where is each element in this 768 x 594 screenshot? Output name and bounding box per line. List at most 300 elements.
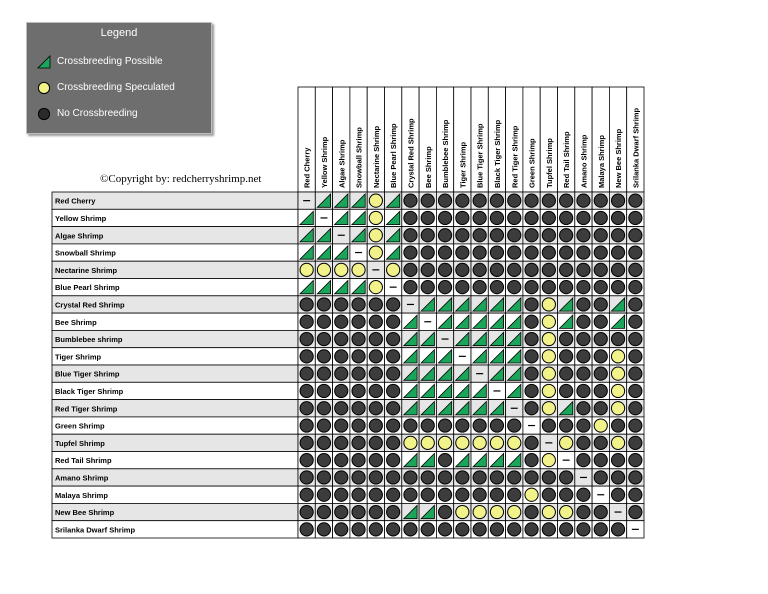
no-crossbreeding-mark [560, 281, 573, 294]
no-crossbreeding-mark [508, 488, 521, 501]
row-header-label: Blue Pearl Shrimp [55, 283, 120, 293]
no-crossbreeding-mark [438, 505, 451, 518]
no-crossbreeding-mark [629, 505, 642, 518]
no-crossbreeding-mark [335, 298, 348, 311]
column-header-label: Red Cherry [302, 147, 312, 188]
no-crossbreeding-mark [335, 454, 348, 467]
no-crossbreeding-mark [317, 332, 330, 345]
no-crossbreeding-mark [300, 471, 313, 484]
no-crossbreeding-mark [404, 471, 417, 484]
speculated-mark [508, 505, 521, 518]
no-crossbreeding-mark [369, 505, 382, 518]
no-crossbreeding-mark [629, 315, 642, 328]
no-crossbreeding-mark [594, 332, 607, 345]
no-crossbreeding-mark [611, 454, 624, 467]
no-crossbreeding-mark [611, 281, 624, 294]
no-crossbreeding-mark [525, 211, 538, 224]
speculated-mark [508, 436, 521, 449]
no-crossbreeding-mark [594, 194, 607, 207]
no-crossbreeding-mark [421, 523, 434, 536]
no-crossbreeding-mark [317, 350, 330, 363]
no-crossbreeding-mark [525, 281, 538, 294]
no-crossbreeding-mark [577, 454, 590, 467]
no-crossbreeding-mark [611, 523, 624, 536]
no-crossbreeding-mark [577, 246, 590, 259]
no-crossbreeding-mark [387, 419, 400, 432]
no-crossbreeding-mark [387, 367, 400, 380]
no-crossbreeding-mark [352, 350, 365, 363]
no-crossbreeding-mark [577, 419, 590, 432]
no-crossbreeding-mark [421, 229, 434, 242]
column-header-label: Malaya Shrimp [596, 135, 606, 188]
no-crossbreeding-mark [577, 298, 590, 311]
no-crossbreeding-mark [335, 505, 348, 518]
no-crossbreeding-mark [317, 402, 330, 415]
column-header-label: Blue Pearl Shrimp [389, 123, 399, 188]
no-crossbreeding-mark [300, 505, 313, 518]
column-header-label: Snowball Shrimp [354, 127, 364, 188]
no-crossbreeding-mark [577, 211, 590, 224]
no-crossbreeding-mark [335, 367, 348, 380]
no-crossbreeding-mark [560, 419, 573, 432]
no-crossbreeding-mark [300, 384, 313, 397]
no-crossbreeding-mark [387, 315, 400, 328]
column-header-label: Crystal Red Shrimp [406, 118, 416, 188]
speculated-mark [611, 384, 624, 397]
no-crossbreeding-mark [300, 488, 313, 501]
column-header-label: Nectarine Shrimp [371, 125, 381, 188]
no-crossbreeding-mark [525, 402, 538, 415]
no-crossbreeding-mark [611, 229, 624, 242]
no-crossbreeding-mark [387, 523, 400, 536]
no-crossbreeding-mark [473, 263, 486, 276]
no-crossbreeding-mark [490, 523, 503, 536]
no-crossbreeding-mark [317, 471, 330, 484]
no-crossbreeding-mark [490, 229, 503, 242]
speculated-mark [352, 263, 365, 276]
column-header-label: Tiger Shrimp [458, 141, 468, 188]
no-crossbreeding-mark [560, 350, 573, 363]
legend-label-possible: Crossbreeding Possible [57, 56, 163, 67]
speculated-mark [335, 263, 348, 276]
no-crossbreeding-mark [611, 471, 624, 484]
no-crossbreeding-mark [525, 229, 538, 242]
no-crossbreeding-mark [525, 471, 538, 484]
column-header-label: Red Tiger Shrimp [510, 125, 520, 188]
no-crossbreeding-mark [421, 281, 434, 294]
speculated-mark [421, 436, 434, 449]
no-crossbreeding-mark [473, 246, 486, 259]
row-header-label: Tupfel Shrimp [55, 438, 105, 448]
no-crossbreeding-mark [542, 211, 555, 224]
no-crossbreeding-mark [594, 523, 607, 536]
no-crossbreeding-mark [490, 488, 503, 501]
no-crossbreeding-mark [611, 263, 624, 276]
speculated-mark [317, 263, 330, 276]
no-crossbreeding-mark [438, 488, 451, 501]
no-crossbreeding-mark [300, 523, 313, 536]
no-crossbreeding-mark [456, 488, 469, 501]
row-header-label: Srilanka Dwarf Shrimp [55, 525, 136, 535]
speculated-mark [594, 419, 607, 432]
no-crossbreeding-mark [300, 419, 313, 432]
no-crossbreeding-mark [525, 505, 538, 518]
legend-label-none: No Crossbreeding [57, 108, 138, 119]
no-crossbreeding-mark [404, 194, 417, 207]
no-crossbreeding-mark [594, 315, 607, 328]
column-header-label: Blue Tiger Shrimp [475, 123, 485, 188]
no-crossbreeding-mark [369, 419, 382, 432]
row-header-label: New Bee Shrimp [55, 508, 115, 518]
speculated-mark [456, 436, 469, 449]
no-crossbreeding-mark [352, 454, 365, 467]
no-crossbreeding-mark [490, 194, 503, 207]
no-crossbreeding-mark [577, 350, 590, 363]
no-crossbreeding-mark [438, 523, 451, 536]
no-crossbreeding-mark [542, 523, 555, 536]
no-crossbreeding-mark [490, 471, 503, 484]
no-crossbreeding-mark [352, 523, 365, 536]
no-crossbreeding-mark [438, 211, 451, 224]
no-crossbreeding-mark [317, 436, 330, 449]
no-crossbreeding-mark [300, 350, 313, 363]
column-header-label: Tupfel Shrimp [544, 138, 554, 188]
row-header-label: Red Tail Shrimp [55, 456, 112, 466]
no-crossbreeding-mark [335, 350, 348, 363]
no-crossbreeding-mark [525, 315, 538, 328]
no-crossbreeding-mark [525, 454, 538, 467]
no-crossbreeding-mark [317, 298, 330, 311]
no-crossbreeding-mark [629, 367, 642, 380]
speculated-mark [542, 402, 555, 415]
no-crossbreeding-mark [525, 523, 538, 536]
no-crossbreeding-mark [560, 229, 573, 242]
no-crossbreeding-mark [404, 211, 417, 224]
no-crossbreeding-mark [317, 454, 330, 467]
no-crossbreeding-mark [490, 246, 503, 259]
no-crossbreeding-mark [629, 471, 642, 484]
no-crossbreeding-mark [560, 367, 573, 380]
no-crossbreeding-mark [629, 332, 642, 345]
row-header-label: Yellow Shrimp [55, 213, 107, 223]
no-crossbreeding-mark [369, 471, 382, 484]
no-crossbreeding-mark [560, 246, 573, 259]
no-crossbreeding-mark [560, 523, 573, 536]
no-crossbreeding-mark [335, 332, 348, 345]
no-crossbreeding-mark [473, 471, 486, 484]
column-header-label: Black Tiger Shrimp [492, 119, 502, 188]
no-crossbreeding-mark [594, 281, 607, 294]
no-crossbreeding-mark [594, 402, 607, 415]
no-crossbreeding-mark [594, 263, 607, 276]
no-crossbreeding-mark [629, 436, 642, 449]
no-crossbreeding-mark [577, 194, 590, 207]
no-crossbreeding-mark [300, 298, 313, 311]
no-crossbreeding-mark [629, 211, 642, 224]
row-header-label: Nectarine Shrimp [55, 265, 118, 275]
no-crossbreeding-mark [456, 194, 469, 207]
no-crossbreeding-mark [577, 436, 590, 449]
no-crossbreeding-mark [300, 315, 313, 328]
no-crossbreeding-mark [629, 194, 642, 207]
no-crossbreeding-mark [387, 471, 400, 484]
no-crossbreeding-mark [335, 488, 348, 501]
no-crossbreeding-mark [508, 419, 521, 432]
no-crossbreeding-mark [508, 194, 521, 207]
row-header-label: Bee Shrimp [55, 317, 97, 327]
no-crossbreeding-mark [317, 523, 330, 536]
no-crossbreeding-mark [300, 454, 313, 467]
no-crossbreeding-mark [490, 281, 503, 294]
no-crossbreeding-mark [335, 471, 348, 484]
no-crossbreeding-mark [438, 246, 451, 259]
no-crossbreeding-mark [508, 263, 521, 276]
no-crossbreeding-mark [629, 229, 642, 242]
no-crossbreeding-mark [300, 402, 313, 415]
speculated-mark [369, 211, 382, 224]
no-crossbreeding-mark [629, 350, 642, 363]
row-header-label: Bumblebee shrimp [55, 335, 123, 345]
speculated-mark [542, 384, 555, 397]
no-crossbreeding-mark [335, 523, 348, 536]
no-crossbreeding-mark [421, 246, 434, 259]
no-crossbreeding-mark [404, 419, 417, 432]
no-crossbreeding-mark [473, 229, 486, 242]
no-crossbreeding-mark [369, 523, 382, 536]
no-crossbreeding-mark [577, 332, 590, 345]
no-crossbreeding-mark [456, 471, 469, 484]
no-crossbreeding-mark [525, 263, 538, 276]
no-crossbreeding-mark [369, 350, 382, 363]
no-crossbreeding-mark [335, 436, 348, 449]
no-crossbreeding-mark [456, 419, 469, 432]
no-crossbreeding-mark [473, 281, 486, 294]
speculated-mark [542, 367, 555, 380]
no-crossbreeding-mark [611, 211, 624, 224]
column-header-label: Bee Shrimp [423, 146, 433, 188]
no-crossbreeding-mark [352, 402, 365, 415]
no-crossbreeding-mark [525, 332, 538, 345]
no-crossbreeding-mark [560, 263, 573, 276]
no-crossbreeding-mark [438, 194, 451, 207]
speculated-mark [542, 454, 555, 467]
speculated-mark [473, 436, 486, 449]
no-crossbreeding-mark [421, 419, 434, 432]
speculated-mark [456, 505, 469, 518]
speculated-mark [542, 505, 555, 518]
no-crossbreeding-mark [456, 246, 469, 259]
row-header-label: Red Tiger Shrimp [55, 404, 118, 414]
no-crossbreeding-mark [335, 315, 348, 328]
no-crossbreeding-mark [352, 436, 365, 449]
row-header-label: Malaya Shrimp [55, 490, 108, 500]
no-crossbreeding-mark [542, 281, 555, 294]
no-crossbreeding-mark [369, 298, 382, 311]
no-crossbreeding-mark [525, 246, 538, 259]
no-crossbreeding-mark [594, 384, 607, 397]
no-crossbreeding-mark [300, 332, 313, 345]
row-header-label: Algae Shrimp [55, 231, 104, 241]
row-header-label: Snowball Shrimp [55, 248, 116, 258]
speculated-mark [490, 505, 503, 518]
row-header-label: Crystal Red Shrimp [55, 300, 125, 310]
no-crossbreeding-mark [421, 488, 434, 501]
speculated-mark [611, 350, 624, 363]
speculated-mark [369, 246, 382, 259]
no-crossbreeding-mark [421, 194, 434, 207]
no-crossbreeding-mark [473, 488, 486, 501]
no-crossbreeding-mark [560, 488, 573, 501]
no-crossbreeding-mark [508, 523, 521, 536]
no-crossbreeding-mark [369, 315, 382, 328]
no-crossbreeding-mark [560, 384, 573, 397]
no-crossbreeding-mark [456, 263, 469, 276]
no-crossbreeding-mark [629, 263, 642, 276]
no-crossbreeding-mark [369, 488, 382, 501]
no-crossbreeding-mark [421, 211, 434, 224]
speculated-mark [542, 350, 555, 363]
no-crossbreeding-mark [542, 246, 555, 259]
no-crossbreeding-mark [369, 384, 382, 397]
no-crossbreeding-mark [508, 246, 521, 259]
no-crossbreeding-mark [542, 194, 555, 207]
no-crossbreeding-mark [387, 402, 400, 415]
no-crossbreeding-mark [387, 350, 400, 363]
no-crossbreeding-mark [629, 281, 642, 294]
row-header-label: Red Cherry [55, 196, 96, 206]
no-crossbreeding-mark [577, 523, 590, 536]
no-crossbreeding-mark [629, 402, 642, 415]
no-crossbreeding-mark [404, 229, 417, 242]
no-crossbreeding-mark [525, 298, 538, 311]
no-crossbreeding-mark [352, 298, 365, 311]
no-crossbreeding-mark [438, 471, 451, 484]
no-crossbreeding-mark [352, 505, 365, 518]
no-crossbreeding-mark [317, 505, 330, 518]
speculated-mark [542, 332, 555, 345]
no-crossbreeding-mark [300, 367, 313, 380]
column-header-label: New Bee Shrimp [614, 128, 624, 188]
no-crossbreeding-mark [629, 246, 642, 259]
no-crossbreeding-mark [352, 367, 365, 380]
no-crossbreeding-mark [387, 436, 400, 449]
row-header-label: Blue Tiger Shrimp [55, 369, 120, 379]
row-header-label: Green Shrimp [55, 421, 105, 431]
no-crossbreeding-mark [525, 367, 538, 380]
no-crossbreeding-mark [594, 246, 607, 259]
row-header-label: Tiger Shrimp [55, 352, 102, 362]
no-crossbreeding-mark [352, 315, 365, 328]
column-header-label: Yellow Shrimp [319, 136, 329, 188]
no-crossbreeding-mark [525, 384, 538, 397]
no-crossbreeding-mark [387, 454, 400, 467]
no-crossbreeding-mark [404, 281, 417, 294]
no-crossbreeding-mark [490, 419, 503, 432]
no-crossbreeding-mark [438, 263, 451, 276]
column-header-label: Amano Shrimp [579, 134, 589, 188]
no-crossbreeding-mark [525, 350, 538, 363]
speculated-mark [369, 229, 382, 242]
no-crossbreeding-mark [369, 436, 382, 449]
no-crossbreeding-mark [335, 419, 348, 432]
no-crossbreeding-mark [490, 263, 503, 276]
no-crossbreeding-mark [594, 454, 607, 467]
no-crossbreeding-mark [577, 505, 590, 518]
no-crossbreeding-mark [473, 419, 486, 432]
no-crossbreeding-mark [369, 332, 382, 345]
copyright-text: ©Copyright by: redcherryshrimp.net [100, 173, 262, 185]
no-crossbreeding-mark [369, 454, 382, 467]
no-crossbreeding-mark [438, 229, 451, 242]
no-crossbreeding-mark [387, 332, 400, 345]
no-crossbreeding-mark [456, 523, 469, 536]
no-crossbreeding-mark [629, 298, 642, 311]
no-crossbreeding-mark [577, 315, 590, 328]
no-crossbreeding-mark [300, 436, 313, 449]
speculated-mark [387, 263, 400, 276]
no-crossbreeding-mark [317, 384, 330, 397]
no-crossbreeding-mark [560, 194, 573, 207]
no-crossbreeding-mark [594, 471, 607, 484]
no-crossbreeding-mark [611, 246, 624, 259]
no-crossbreeding-mark [473, 523, 486, 536]
column-header-label: Srilanka Dwarf Shrimp [631, 107, 641, 188]
no-crossbreeding-mark [577, 229, 590, 242]
column-header-label: Red Tail Shrimp [562, 131, 572, 188]
no-crossbreeding-mark [542, 229, 555, 242]
no-crossbreeding-mark [577, 402, 590, 415]
no-crossbreeding-mark [456, 229, 469, 242]
no-crossbreeding-mark [611, 419, 624, 432]
no-crossbreeding-mark [438, 281, 451, 294]
no-crossbreeding-mark [387, 298, 400, 311]
no-crossbreeding-mark [611, 488, 624, 501]
no-crossbreeding-mark [387, 488, 400, 501]
no-crossbreeding-mark [387, 505, 400, 518]
no-crossbreeding-mark [629, 454, 642, 467]
speculated-mark [611, 436, 624, 449]
no-crossbreeding-mark [629, 384, 642, 397]
no-crossbreeding-mark [421, 471, 434, 484]
no-crossbreeding-mark [594, 229, 607, 242]
no-crossbreeding-mark [629, 488, 642, 501]
speculated-mark [369, 281, 382, 294]
no-crossbreeding-mark [335, 384, 348, 397]
speculated-mark [490, 436, 503, 449]
legend-label-speculated: Crossbreeding Speculated [57, 82, 175, 93]
no-crossbreeding-mark [438, 419, 451, 432]
no-crossbreeding-mark [473, 211, 486, 224]
no-crossbreeding-mark [611, 332, 624, 345]
speculated-mark [611, 367, 624, 380]
legend-title: Legend [100, 27, 138, 39]
no-crossbreeding-mark [542, 263, 555, 276]
no-crossbreeding-mark [352, 384, 365, 397]
no-crossbreeding-mark [594, 298, 607, 311]
no-crossbreeding-mark [542, 471, 555, 484]
no-crossbreeding-mark [594, 211, 607, 224]
no-crossbreeding-mark [369, 367, 382, 380]
speculated-mark [611, 402, 624, 415]
speculated-mark [404, 436, 417, 449]
no-crossbreeding-mark [594, 505, 607, 518]
no-crossbreeding-mark [473, 194, 486, 207]
speculated-mark [369, 194, 382, 207]
speculated-mark [560, 436, 573, 449]
speculated-mark [542, 298, 555, 311]
row-header-label: Black Tiger Shrimp [55, 386, 124, 396]
no-crossbreeding-mark [629, 419, 642, 432]
